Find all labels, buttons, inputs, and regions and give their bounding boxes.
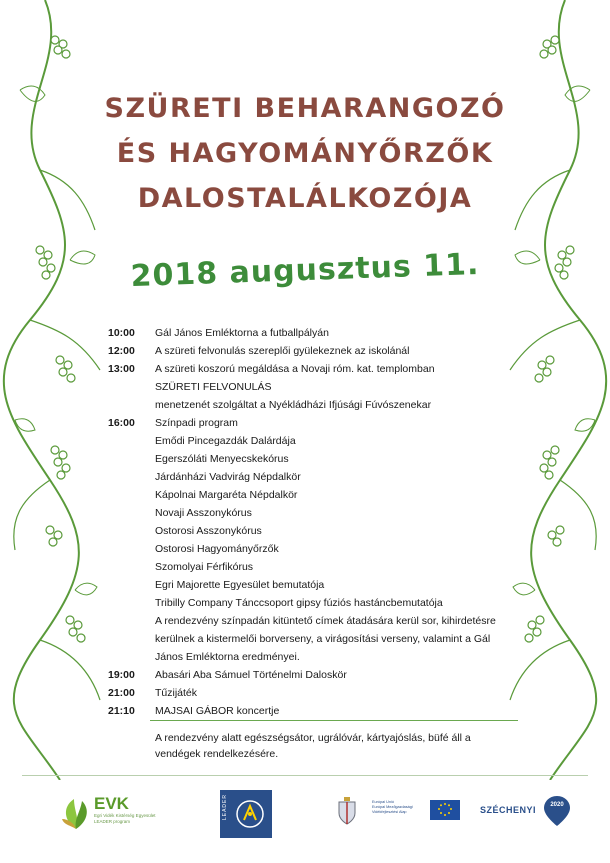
program-time	[108, 432, 155, 450]
program-text: Kápolnai Margaréta Népdalkör	[155, 489, 298, 501]
program-row	[108, 684, 508, 702]
government-logo	[333, 797, 361, 827]
program-text: menetzenét szolgáltat a Nyékládházi Ifjúsági Fúvószenekar	[155, 399, 432, 411]
program-time	[108, 558, 155, 576]
program-text: A rendezvény színpadán kitüntető címek átadására kerül sor, kihirdetésre kerülnek a kistermelői borverseny, a virágosítási verseny, valamint a Gál János Emléktorna eredményei.	[155, 615, 496, 663]
program-row	[108, 486, 508, 504]
program-row	[108, 576, 508, 594]
program-text: Tűzijáték	[155, 687, 198, 699]
program-text: Ostorosi Asszonykórus	[155, 525, 262, 537]
program-row	[108, 702, 508, 720]
title-line-2: ÉS HAGYOMÁNYŐRZŐK	[116, 138, 494, 169]
program-time: 21:10	[108, 705, 135, 717]
program-text: Abasári Aba Sámuel Történelmi Daloskör	[155, 669, 347, 681]
program-text: Tribilly Company Tánccsoport gipsy fúziós hastáncbemutatója	[155, 597, 443, 609]
program-text: Színpadi program	[155, 417, 238, 429]
program-time	[108, 468, 155, 486]
program-time	[108, 396, 155, 414]
program-text: MAJSAI GÁBOR koncertje	[155, 705, 280, 717]
leader-label: LEADER	[222, 794, 228, 821]
program-time: 13:00	[108, 363, 135, 375]
program-row	[108, 432, 508, 450]
program-text: SZÜRETI FELVONULÁS	[155, 381, 272, 393]
leader-logo	[220, 790, 272, 838]
coat-of-arms-icon	[333, 797, 361, 827]
program-text: A szüreti felvonulás szereplői gyülekeznek az iskolánál	[155, 345, 410, 357]
title-line-1: SZÜRETI BEHARANGOZÓ	[104, 93, 506, 124]
event-date: 2018 augusztus 11.	[130, 246, 480, 295]
program-list	[108, 324, 508, 720]
program-time: 21:00	[108, 687, 135, 699]
program-text: Szomolyai Férfikórus	[155, 561, 254, 573]
program-row	[108, 396, 508, 414]
program-row	[108, 540, 508, 558]
program-time	[108, 486, 155, 504]
note-separator	[150, 720, 518, 721]
evk-abbreviation: EVK	[94, 794, 129, 813]
program-time: 16:00	[108, 417, 135, 429]
program-row	[108, 450, 508, 468]
program-text: Járdánházi Vadvirág Népdalkör	[155, 471, 301, 483]
program-time: 10:00	[108, 327, 135, 339]
eu-line-3: Vidékfejlesztési Alap	[372, 810, 407, 814]
program-row	[108, 414, 508, 432]
program-row	[108, 468, 508, 486]
footer-divider	[22, 775, 588, 776]
evk-program: LEADER program	[94, 819, 131, 824]
program-time	[108, 504, 155, 522]
evk-subtitle: Egri Vidék Kistérség Egyesület	[94, 813, 156, 818]
program-row	[108, 558, 508, 576]
leader-eu-icon	[232, 796, 268, 832]
program-time	[108, 612, 155, 666]
location-pin-icon	[544, 796, 570, 826]
szechenyi-text: SZÉCHENYI	[480, 805, 537, 815]
program-text: Emődi Pincegazdák Dalárdája	[155, 435, 296, 447]
program-time	[108, 594, 155, 612]
program-row	[108, 378, 508, 396]
title-line-3: DALOSTALÁLKOZÓJA	[137, 183, 473, 214]
program-row	[108, 522, 508, 540]
program-text: Gál János Emléktorna a futballpályán	[155, 327, 329, 339]
program-text: Egri Majorette Egyesület bemutatója	[155, 579, 325, 591]
eu-flag-icon	[430, 800, 460, 820]
program-time	[108, 576, 155, 594]
evk-text	[94, 795, 155, 825]
program-row	[108, 342, 508, 360]
program-text: Ostorosi Hagyományőrzők	[155, 543, 279, 555]
program-time: 12:00	[108, 345, 135, 357]
evk-logo	[60, 795, 190, 835]
program-row	[108, 666, 508, 684]
program-text: Egerszóláti Menyecskekórus	[155, 453, 289, 465]
leaf-icon	[60, 795, 92, 831]
program-row	[108, 504, 508, 522]
szechenyi-badge: 2020	[550, 802, 564, 808]
program-time: 19:00	[108, 669, 135, 681]
eu-fund-logo	[372, 797, 467, 823]
program-row	[108, 360, 508, 378]
eu-fund-text	[372, 800, 426, 815]
program-time	[108, 450, 155, 468]
eu-line-1: Európai Unió	[372, 800, 394, 804]
program-text: Novaji Asszonykórus	[155, 507, 252, 519]
program-text: A szüreti koszorú megáldása a Novaji róm. kat. templomban	[155, 363, 435, 375]
eu-line-2: Európai Mezőgazdasági	[372, 805, 413, 809]
program-time	[108, 522, 155, 540]
amenities-note: A rendezvény alatt egészségsátor, ugrálóvár, kártyajóslás, büfé áll a vendégek rendelkezésére.	[155, 732, 471, 760]
program-time	[108, 378, 155, 396]
szechenyi-2020-logo	[480, 800, 570, 828]
program-row	[108, 324, 508, 342]
program-row	[108, 594, 508, 612]
poster-title	[60, 86, 550, 221]
program-row	[108, 612, 508, 666]
program-time	[108, 540, 155, 558]
